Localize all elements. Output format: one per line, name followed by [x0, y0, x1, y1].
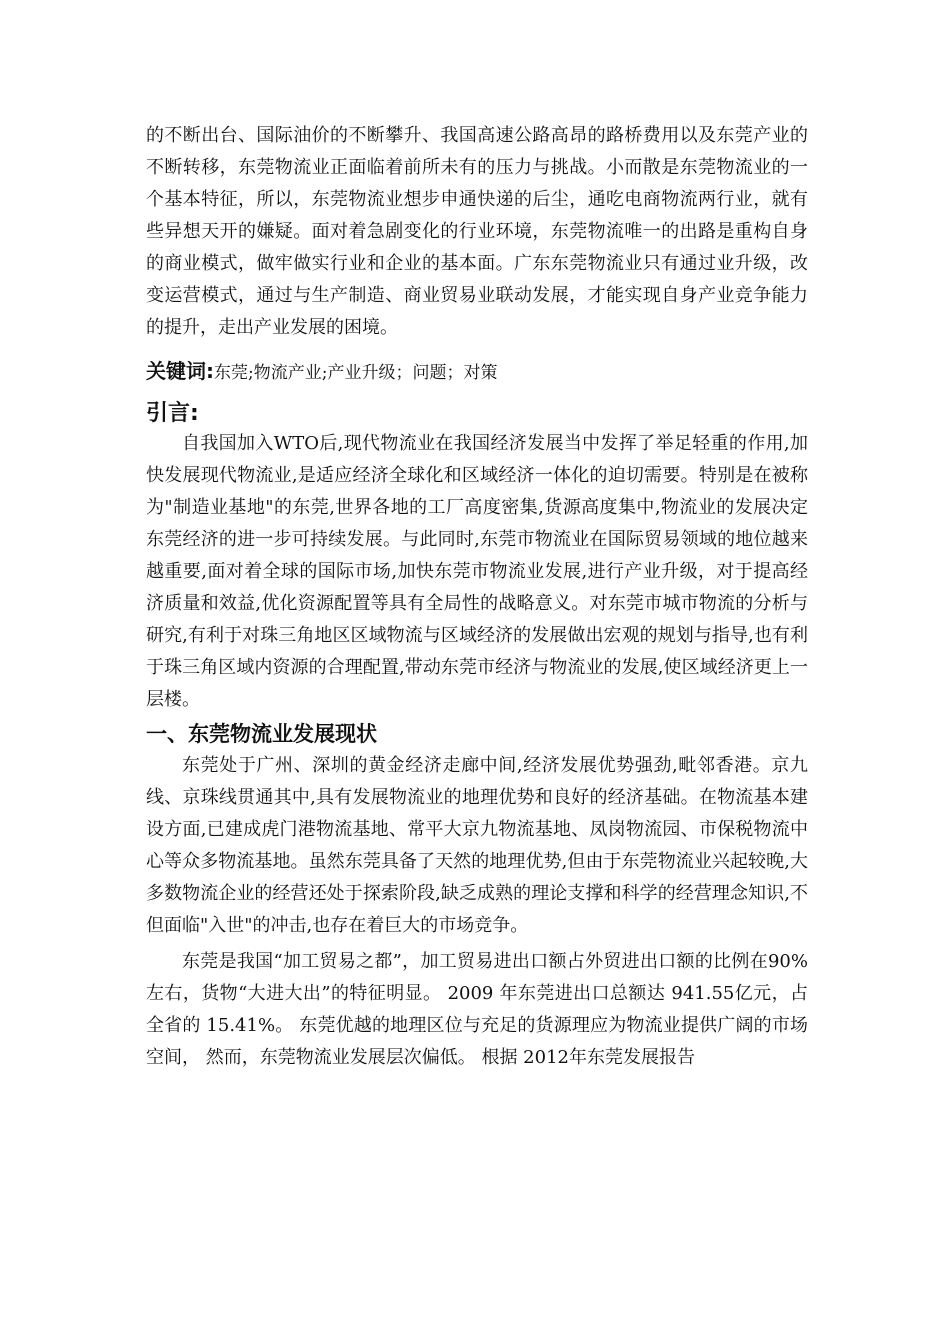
keywords-line [146, 356, 808, 388]
intro-heading: 引言: [146, 401, 199, 426]
keywords-value: 东莞;物流产业;产业升级；问题；对策 [214, 363, 498, 383]
document-page [146, 120, 808, 1074]
abstract-paragraph: 的不断出台、国际油价的不断攀升、我国高速公路高昂的路桥费用以及东莞产业的不断转移，东莞物流业正面临着前所未有的压力与挑战。小而散是东莞物流业的一个基本特征，所以，东莞物流业想步申通快递的后尘，通吃电商物流两行业，就有些异想天开的嫌疑。面对着急剧变化的行业环境，东莞物流唯一的出路是重构自身的商业模式，做牢做实行业和企业的基本面。广东东莞物流业只有通过业升级，改变运营模式，通过与生产制造、商业贸易业联动发展，才能实现自身产业竞争能力的提升，走出产业发展的困境。 [146, 125, 808, 338]
keywords-label: 关键词: [146, 359, 214, 383]
intro-paragraph: 自我国加入WTO后,现代物流业在我国经济发展当中发挥了举足轻重的作用,加快发展现代物流业,是适应经济全球化和区域经济一体化的迫切需要。特别是在被称为"制造业基地"的东莞,世界各地的工厂高度密集,货源高度集中,物流业的发展决定东莞经济的进一步可持续发展。与此同时,东莞市物流业在国际贸易领域的地位越来越重要,面对着全球的国际市场,加快东莞市物流业发展,进行产业升级，对于提高经济质量和效益,优化资源配置等具有全局性的战略意义。对东莞市城市物流的分析与研究,有利于对珠三角地区区域物流与区域经济的发展做出宏观的规划与指导,也有利于珠三角区域内资源的合理配置,带动东莞市经济与物流业的发展,使区域经济更上一层楼。 [146, 433, 808, 710]
section-1-paragraph-2: 东莞是我国“加工贸易之都”，加工贸易进出口额占外贸进出口额的比例在90%左右，货物“大进大出”的特征明显。 2009 年东莞进出口总额达 941.55亿元，占全省的 15.41%。 东莞优越的地理区位与充足的货源理应为物流业提供广阔的市场空间， 然而，东莞物流业发展层次偏低。 根据 2012年东莞发展报告 [146, 951, 808, 1068]
section-1-paragraph-1: 东莞处于广州、深圳的黄金经济走廊中间,经济发展优势强劲,毗邻香港。京九线、京珠线贯通其中,具有发展物流业的地理优势和良好的经济基础。在物流基本建设方面,已建成虎门港物流基地、常平大京九物流基地、凤岗物流园、市保税物流中心等众多物流基地。虽然东莞具备了天然的地理优势,但由于东莞物流业兴起较晚,大多数物流企业的经营还处于探索阶段,缺乏成熟的理论支撑和科学的经营理念知识,不但面临"入世"的冲击,也存在着巨大的市场竞争。 [146, 755, 808, 936]
section-1-heading: 一、东莞物流业发展现状 [146, 722, 377, 746]
